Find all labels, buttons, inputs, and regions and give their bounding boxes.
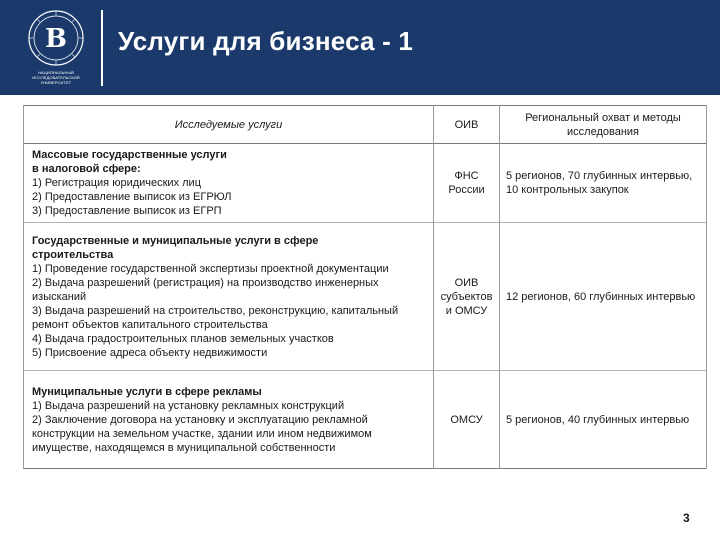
coverage-cell: 5 регионов, 40 глубинных интервью (500, 371, 707, 469)
oiv-line: ОМСУ (450, 413, 483, 426)
service-cell (24, 223, 434, 371)
column-header-coverage: Региональный охват и методы исследования (500, 106, 707, 144)
table-header-row (24, 106, 707, 144)
header-bar (0, 0, 720, 95)
service-item: 2) Выдача разрешений (регистрация) на производство инженерных изысканий (32, 276, 379, 303)
service-title-line: Муниципальные услуги в сфере рекламы (32, 385, 262, 398)
coverage-cell: 12 регионов, 60 глубинных интервью (500, 223, 707, 371)
column-header-oiv: ОИВ (434, 106, 500, 144)
header-divider (101, 10, 103, 86)
table-row (24, 144, 707, 223)
service-item: 1) Выдача разрешений на установку рекламных конструкций (32, 399, 345, 412)
logo-caption: НАЦИОНАЛЬНЫЙ ИССЛЕДОВАТЕЛЬСКИЙ УНИВЕРСИТЕТ (32, 70, 80, 85)
service-item: 4) Выдача градостроительных планов земельных участков (32, 332, 334, 345)
services-table-container (23, 105, 706, 469)
svg-text:В: В (45, 24, 67, 54)
service-title-line: в налоговой сфере: (32, 163, 141, 175)
page-title: Услуги для бизнеса - 1 (118, 26, 414, 56)
service-title-line: Массовые государственные услуги (32, 149, 227, 161)
oiv-line: ОИВ (454, 276, 479, 289)
oiv-line: ФНС (454, 170, 479, 182)
services-table (23, 105, 707, 469)
coverage-cell: 5 регионов, 70 глубинных интервью, 10 контрольных закупок (500, 144, 707, 223)
service-item: 5) Присвоение адреса объекту недвижимости (32, 346, 268, 359)
service-item: 1) Регистрация юридических лиц (32, 177, 201, 189)
service-cell (24, 371, 434, 469)
service-item: 2) Предоставление выписок из ЕГРЮЛ (32, 191, 232, 203)
oiv-cell (434, 144, 500, 223)
service-title-line: Государственные и муниципальные услуги в сфере (32, 234, 319, 247)
service-item: 2) Заключение договора на установку и эксплуатацию рекламной конструкции на земельном участке, здании или ином недвижимом имуществе, находящемся в муниципальной собственности (32, 413, 372, 454)
table-row (24, 371, 707, 469)
service-cell (24, 144, 434, 223)
service-item: 3) Выдача разрешений на строительство, реконструкцию, капитальный ремонт объектов капитального строительства (32, 304, 399, 331)
service-title-line: строительства (32, 248, 114, 261)
oiv-line: субъектов (440, 290, 493, 303)
table-row (24, 223, 707, 371)
column-header-services: Исследуемые услуги (24, 106, 434, 144)
oiv-line: и ОМСУ (445, 304, 488, 317)
page-number: 3 (683, 511, 690, 525)
service-item: 3) Предоставление выписок из ЕГРП (32, 205, 222, 217)
oiv-line: России (448, 184, 485, 196)
oiv-cell (434, 371, 500, 469)
oiv-cell (434, 223, 500, 371)
service-item: 1) Проведение государственной экспертизы проектной документации (32, 262, 389, 275)
